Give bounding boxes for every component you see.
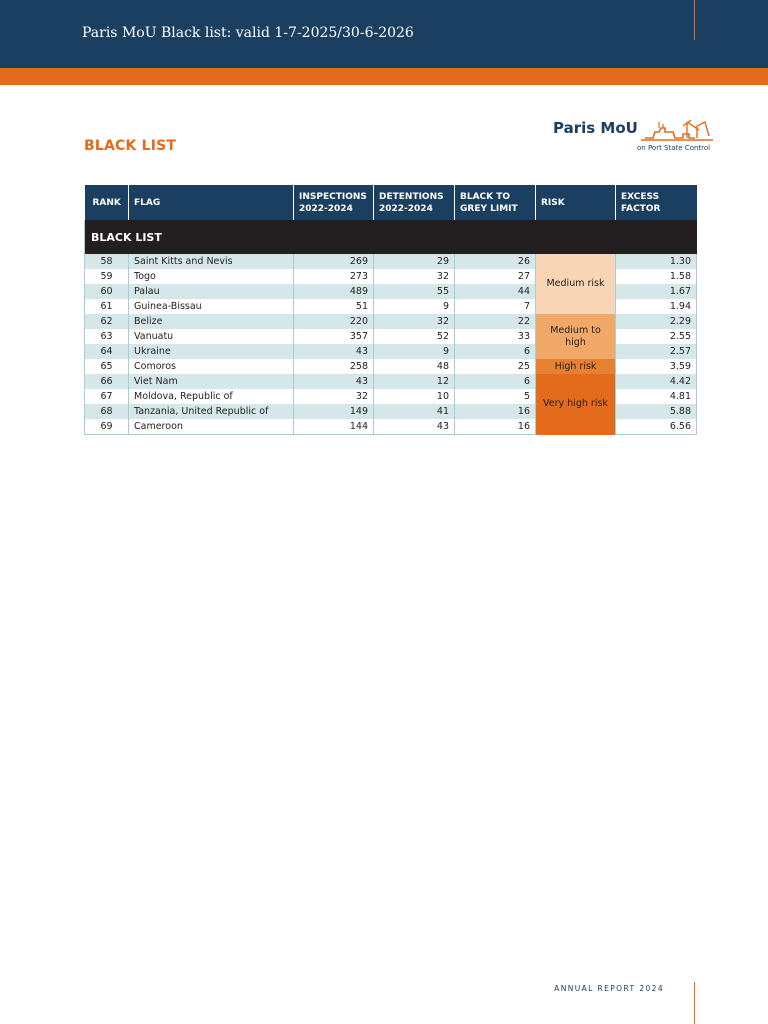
header-bar xyxy=(0,0,768,68)
cell-inspections: 269 xyxy=(294,254,374,269)
cell-inspections: 220 xyxy=(294,314,374,329)
column-header-inspections: INSPECTIONS 2022-2024 xyxy=(294,185,374,220)
cell-rank: 69 xyxy=(85,419,129,435)
table-row xyxy=(85,314,697,329)
cell-excess-factor: 2.55 xyxy=(616,329,697,344)
table-row xyxy=(85,359,697,374)
cell-detentions: 9 xyxy=(374,299,455,314)
cell-limit: 6 xyxy=(455,344,536,359)
cell-detentions: 52 xyxy=(374,329,455,344)
cell-limit: 7 xyxy=(455,299,536,314)
cell-rank: 68 xyxy=(85,404,129,419)
header-accent-band xyxy=(0,68,768,85)
paris-mou-logo xyxy=(553,116,715,156)
cell-limit: 44 xyxy=(455,284,536,299)
cell-limit: 26 xyxy=(455,254,536,269)
cell-excess-factor: 1.30 xyxy=(616,254,697,269)
cell-rank: 67 xyxy=(85,389,129,404)
cell-excess-factor: 2.57 xyxy=(616,344,697,359)
table-header-row xyxy=(85,185,697,220)
logo-name: Paris MoU xyxy=(553,119,638,137)
cell-rank: 60 xyxy=(85,284,129,299)
cell-excess-factor: 2.29 xyxy=(616,314,697,329)
cell-excess-factor: 1.67 xyxy=(616,284,697,299)
table-row xyxy=(85,374,697,389)
cell-limit: 25 xyxy=(455,359,536,374)
black-list-table xyxy=(84,185,697,435)
cell-inspections: 273 xyxy=(294,269,374,284)
cell-excess-factor: 1.94 xyxy=(616,299,697,314)
table-section-band xyxy=(85,220,697,254)
cell-limit: 33 xyxy=(455,329,536,344)
cell-inspections: 43 xyxy=(294,344,374,359)
cell-limit: 5 xyxy=(455,389,536,404)
cell-limit: 16 xyxy=(455,404,536,419)
cell-excess-factor: 6.56 xyxy=(616,419,697,435)
cell-flag: Cameroon xyxy=(129,419,294,435)
cell-flag: Togo xyxy=(129,269,294,284)
cell-detentions: 43 xyxy=(374,419,455,435)
ship-crane-icon xyxy=(639,116,715,142)
cell-excess-factor: 4.42 xyxy=(616,374,697,389)
cell-rank: 59 xyxy=(85,269,129,284)
cell-flag: Comoros xyxy=(129,359,294,374)
cell-inspections: 357 xyxy=(294,329,374,344)
column-header-black-to-grey-limit: BLACK TO GREY LIMIT xyxy=(455,185,536,220)
cell-rank: 62 xyxy=(85,314,129,329)
risk-cell-high: High risk xyxy=(536,359,616,374)
cell-inspections: 149 xyxy=(294,404,374,419)
risk-cell-medium: Medium risk xyxy=(536,254,616,314)
cell-rank: 66 xyxy=(85,374,129,389)
cell-rank: 61 xyxy=(85,299,129,314)
cell-limit: 16 xyxy=(455,419,536,435)
table-row xyxy=(85,254,697,269)
cell-rank: 63 xyxy=(85,329,129,344)
column-header-flag: FLAG xyxy=(129,185,294,220)
cell-inspections: 258 xyxy=(294,359,374,374)
cell-excess-factor: 3.59 xyxy=(616,359,697,374)
risk-cell-very-high: Very high risk xyxy=(536,374,616,435)
cell-detentions: 9 xyxy=(374,344,455,359)
cell-excess-factor: 4.81 xyxy=(616,389,697,404)
cell-detentions: 55 xyxy=(374,284,455,299)
cell-inspections: 489 xyxy=(294,284,374,299)
cell-excess-factor: 1.58 xyxy=(616,269,697,284)
cell-limit: 22 xyxy=(455,314,536,329)
cell-excess-factor: 5.88 xyxy=(616,404,697,419)
cell-inspections: 144 xyxy=(294,419,374,435)
column-header-excess-factor: EXCESS FACTOR xyxy=(616,185,697,220)
footer-divider-line xyxy=(694,982,695,1024)
cell-rank: 65 xyxy=(85,359,129,374)
cell-inspections: 32 xyxy=(294,389,374,404)
logo-subtitle: on Port State Control xyxy=(637,144,711,152)
cell-flag: Viet Nam xyxy=(129,374,294,389)
cell-detentions: 41 xyxy=(374,404,455,419)
cell-flag: Belize xyxy=(129,314,294,329)
column-header-detentions: DETENTIONS 2022-2024 xyxy=(374,185,455,220)
cell-limit: 6 xyxy=(455,374,536,389)
cell-detentions: 12 xyxy=(374,374,455,389)
cell-flag: Moldova, Republic of xyxy=(129,389,294,404)
page-header-title: Paris MoU Black list: valid 1-7-2025/30-6-2026 xyxy=(82,25,414,41)
cell-detentions: 48 xyxy=(374,359,455,374)
column-header-risk: RISK xyxy=(536,185,616,220)
cell-flag: Palau xyxy=(129,284,294,299)
cell-flag: Saint Kitts and Nevis xyxy=(129,254,294,269)
cell-detentions: 10 xyxy=(374,389,455,404)
cell-inspections: 43 xyxy=(294,374,374,389)
cell-flag: Ukraine xyxy=(129,344,294,359)
cell-flag: Tanzania, United Republic of xyxy=(129,404,294,419)
footer-annual-report: ANNUAL REPORT 2024 xyxy=(554,984,664,993)
column-header-rank: RANK xyxy=(85,185,129,220)
cell-rank: 64 xyxy=(85,344,129,359)
cell-detentions: 32 xyxy=(374,269,455,284)
cell-limit: 27 xyxy=(455,269,536,284)
cell-flag: Vanuatu xyxy=(129,329,294,344)
cell-rank: 58 xyxy=(85,254,129,269)
cell-flag: Guinea-Bissau xyxy=(129,299,294,314)
section-heading: BLACK LIST xyxy=(84,138,177,154)
header-divider-line xyxy=(694,0,695,40)
cell-detentions: 29 xyxy=(374,254,455,269)
cell-inspections: 51 xyxy=(294,299,374,314)
risk-cell-medium-to-high: Medium to high xyxy=(536,314,616,359)
cell-detentions: 32 xyxy=(374,314,455,329)
section-band-label: BLACK LIST xyxy=(85,220,697,254)
